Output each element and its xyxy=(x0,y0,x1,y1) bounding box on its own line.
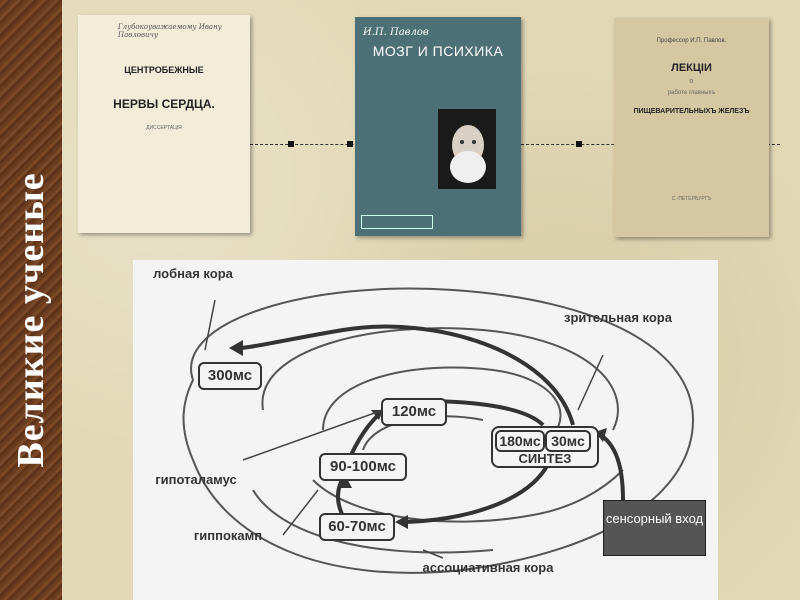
box-30ms: 30мс xyxy=(545,430,591,452)
label-hypothalamus: гипоталамус xyxy=(155,472,237,487)
book-title: ПИЩЕВАРИТЕЛЬНЫХЪ ЖЕЛЕЗЪ xyxy=(633,108,750,115)
sidebar-title: Великие ученые xyxy=(10,172,52,468)
book-title-top: ЦЕНТРОБЕЖНЫЕ xyxy=(124,65,204,75)
box-180ms: 180мс xyxy=(495,430,545,452)
label-frontal-cortex: лобная кора xyxy=(153,266,233,281)
handwritten-dedication: Глубокоуважаемому Ивану Павловичу xyxy=(118,23,222,39)
sidebar xyxy=(0,0,62,600)
book-title-sub: работе главныхъ xyxy=(667,90,716,96)
box-300ms: 300мс xyxy=(198,362,262,390)
synthesis-group xyxy=(491,426,599,468)
publisher-logo xyxy=(361,215,433,229)
box-120ms: 120мс xyxy=(381,398,447,426)
timeline-dot xyxy=(288,141,294,147)
book-city: С.-ПЕТЕРБУРГЪ xyxy=(671,196,712,202)
portrait-image xyxy=(438,109,496,189)
sensor-input-box: сенсорный вход xyxy=(603,500,706,556)
book-author: Профессор И.П. Павлов. xyxy=(656,38,727,44)
brain-diagram xyxy=(133,260,718,600)
book-title-top: ЛЕКЦІИ xyxy=(671,62,712,74)
box-90-100ms: 90-100мс xyxy=(319,453,407,481)
book-title-mid: о xyxy=(689,78,694,85)
book-cover-heart-nerves xyxy=(78,15,250,233)
box-60-70ms: 60-70мс xyxy=(319,513,395,541)
label-associative-cortex: ассоциативная кора xyxy=(422,560,554,575)
label-hippocampus: гиппокамп xyxy=(193,528,263,543)
book-title: МОЗГ И ПСИХИКА xyxy=(372,43,504,59)
book-author: И.П. Павлов xyxy=(363,27,429,38)
label-visual-cortex: зрительная кора xyxy=(564,310,672,325)
timeline-dot xyxy=(347,141,353,147)
book-subtitle: ДИССЕРТАЦІЯ xyxy=(146,125,182,131)
book-cover-brain-psyche xyxy=(355,17,521,236)
book-title: НЕРВЫ СЕРДЦА. xyxy=(113,97,215,111)
book-cover-digestive-glands xyxy=(614,18,769,237)
synthesis-label: СИНТЕЗ xyxy=(518,451,572,466)
timeline-dot xyxy=(576,141,582,147)
